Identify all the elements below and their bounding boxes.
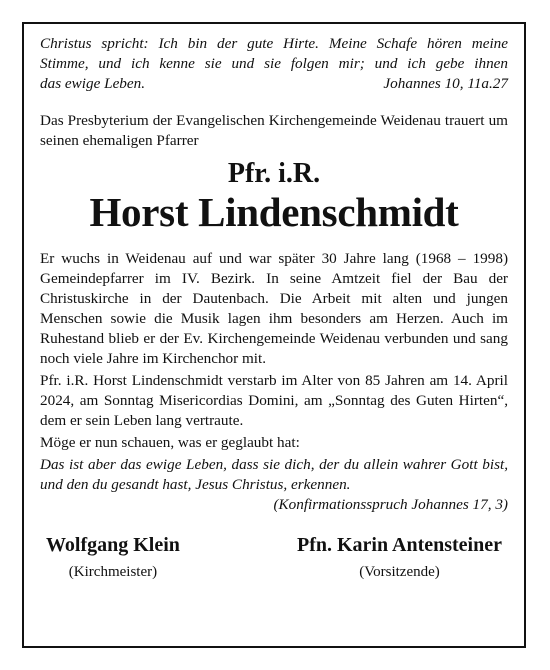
motto-line-1: Christus spricht: Ich bin der gute Hirte. Meine Schafe hören meine (40, 35, 508, 52)
quote-reference: (Konfirmationsspruch Johannes 17, 3) (273, 496, 508, 513)
paragraph-lead-in: Möge er nun schauen, was er geglaubt hat: (40, 434, 300, 451)
signature-name: Wolfgang Klein (46, 534, 180, 556)
deceased-name: Horst Lindenschmidt (89, 189, 459, 235)
paragraph-biography: Er wuchs in Weidenau auf und war später 30 Jahre lang (1968 – 1998) Gemeindepfarrer im IV. Bezirk. In seine Amtzeit fiel der Bau der Christuskirche in der Dautenbach. Die Arbeit mit alten und jungen Menschen sowie die Musik lagen ihm besonders am Herzen. Auch im Ruhestand blieb er der Ev. Kirchengemeinde Weidenau verbunden und sang noch viele Jahre im Kirchenchor mit. (40, 250, 508, 367)
motto-line-3: das ewige Leben. (40, 75, 146, 92)
intro-text: Das Presbyterium der Evangelischen Kirchengemeinde Weidenau trauert um seinen ehemaligen Pfarrer (40, 112, 508, 149)
confirmation-quote: Das ist aber das ewige Leben, dass sie dich, der du allein wahrer Gott bist, und den du gesandt hast, Jesus Christus, erkennen. (40, 456, 508, 493)
paragraph-death: Pfr. i.R. Horst Lindenschmidt verstarb im Alter von 85 Jahren am 14. April 2024, am Sonntag Misericordias Domini, am „Sonntag des Guten Hirten“, dem er sein Leben lang vertraute. (40, 372, 508, 429)
signature-role: (Kirchmeister) (68, 564, 158, 580)
motto-line-3-row (40, 74, 508, 94)
signature-name: Pfn. Karin Antensteiner (297, 534, 502, 556)
signatures (40, 533, 508, 583)
obituary-content (40, 34, 508, 583)
signature-kirchmeister (46, 533, 180, 583)
signature-role: (Vorsitzende) (359, 564, 440, 580)
bible-motto (40, 34, 508, 94)
signature-vorsitzende (297, 533, 502, 583)
motto-reference: Johannes 10, 11a.27 (383, 75, 508, 92)
obituary-frame (22, 22, 526, 648)
motto-line-2: Stimme, und ich kenne sie und sie folgen mir; und ich gebe ihnen (40, 55, 508, 72)
deceased-title: Pfr. i.R. (227, 158, 321, 189)
